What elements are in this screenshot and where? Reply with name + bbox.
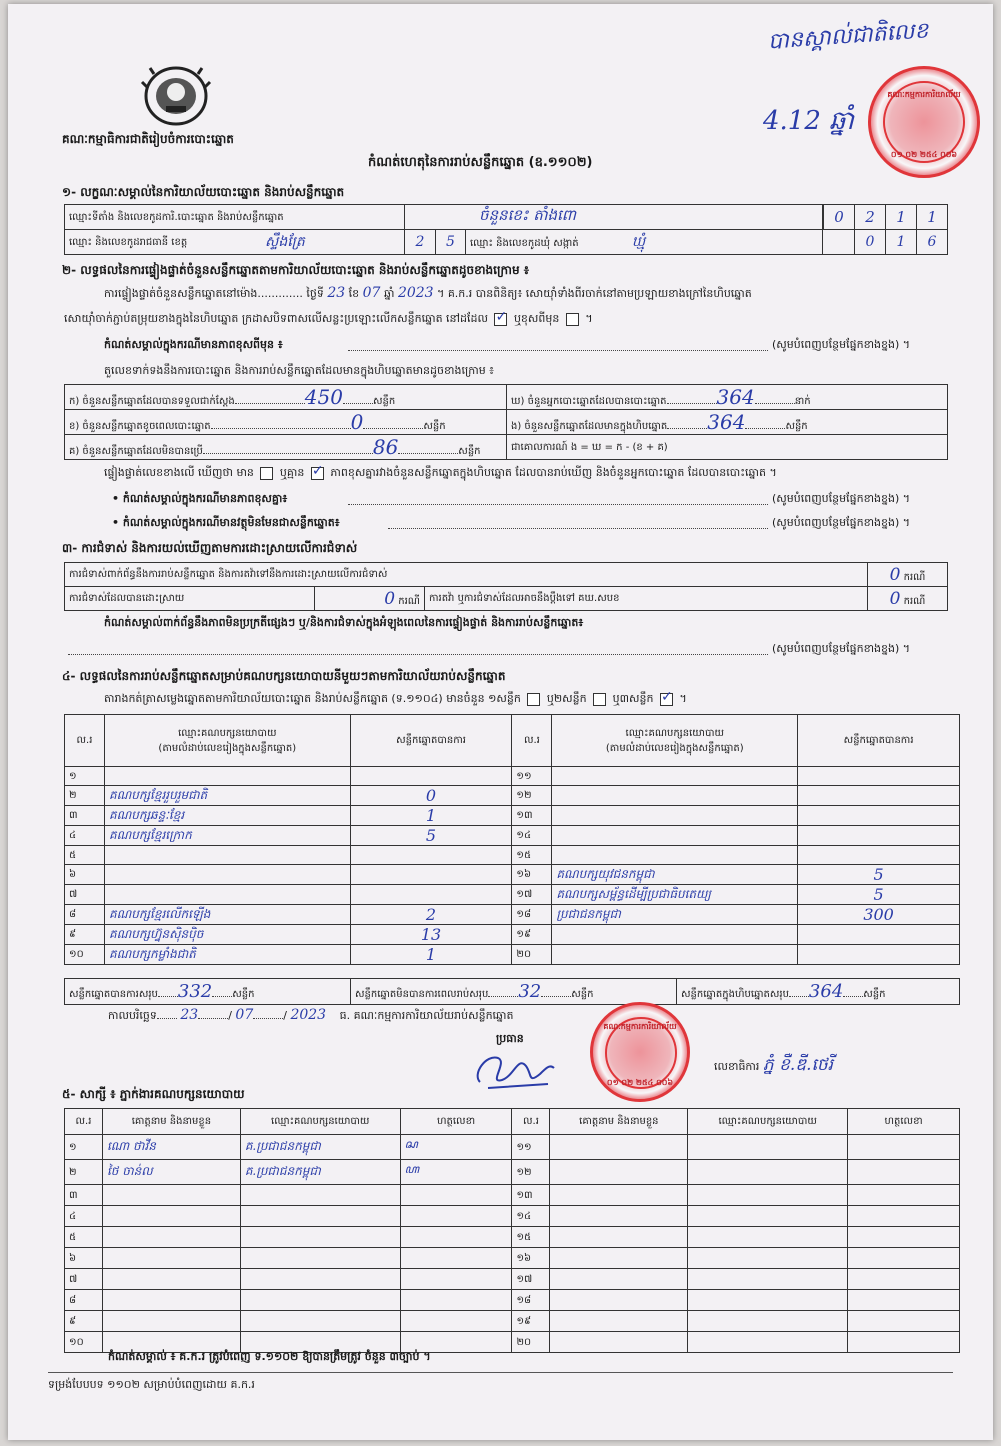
cell-no: ១៨ [512,1290,550,1311]
cell-party[interactable]: គណបក្សឆន្ទៈខ្មែរ [104,806,350,826]
cell-votes[interactable] [798,786,960,806]
cell-party[interactable] [240,1248,400,1269]
s4-subtext: តារាងកត់ត្រាសម្លេងឆ្នោតតាមការិយាល័យបោះឆ្នោត និងរាប់សន្លឹកឆ្នោត (ទ.១១០៤) មានចំនួន ១សន្លឹក ឬ២សន្លឹក ឬ៣សន្លឹក ✓ ។ [104,692,687,706]
cell-no: ១៧ [512,1269,550,1290]
cell-votes[interactable]: 5 [798,885,960,905]
cell-no: ១៦ [512,865,552,885]
cell-votes[interactable]: 13 [350,925,512,945]
s2-compare: ផ្ទៀងផ្ទាត់លេខខាងលើ ឃើញថា មាន ឬគ្មាន ✓ ភាពខុសគ្នារវាងចំនួនសន្លឹកឆ្នោតក្នុងហិបឆ្នោត ដែលបានរាប់ឃើញ និងចំនួនអ្នកបោះឆ្នោត ដែលបានបោះឆ្នោត ។ [104,466,777,480]
cell-name[interactable] [102,1227,240,1248]
s5-col-name-r: គោត្តនាម និងនាមខ្លួន [550,1109,688,1135]
cell-party[interactable] [688,1135,848,1160]
table-row [65,826,960,846]
s3-row2-value[interactable]: 0 ករណី [315,587,425,611]
cell-party[interactable] [552,925,798,945]
official-stamp-top: គណៈកម្មការការិយាល័យ ០១ ០២ ២៥៤ ០០៦ [868,66,980,178]
cell-no: ៨ [65,905,105,925]
s4-col-votes-r: សន្លឹកឆ្នោតបានការ [798,715,960,767]
figure-a: ក) ចំនួនសន្លឹកឆ្នោតដែលបានទទួលជាក់ស្តែង 450 សន្លឹក [65,385,507,410]
cell-party[interactable] [240,1290,400,1311]
cell-no: ១០ [65,945,105,965]
s2-intro: តួលេខទាក់ទងនឹងការបោះឆ្នោត និងការរាប់សន្លឹកឆ្នោតដែលមានក្នុងហិបឆ្នោតមានដូចខាងក្រោម ៖ [104,364,495,377]
s3-note: កំណត់សម្គាល់ពាក់ព័ន្ធនឹងភាពមិនប្រក្រតីផ្សេងៗ ឬ/និងការជំទាស់ក្នុងអំឡុងពេលនៃការផ្ទៀងផ្ទាត់ និងការរាប់សន្លឹកឆ្នោត៖ [104,616,584,629]
cell-no: ៥ [65,1227,103,1248]
cell-party[interactable]: គណបក្សសម្ព័ន្ធដើម្បីប្រជាធិបតេយ្យ [552,885,798,905]
cell-party[interactable] [688,1248,848,1269]
cell-no: ១២ [512,1160,550,1185]
cell-party[interactable] [240,1311,400,1332]
cell-no: ១៦ [512,1248,550,1269]
s2-bullet2-hint: (សូមបំពេញបន្ថែមផ្នែកខាងខ្នង) ។ [772,516,911,529]
cell-name[interactable] [550,1248,688,1269]
cell-sign[interactable] [848,1290,960,1311]
cell-no: ១២ [512,786,552,806]
table-row [65,1248,960,1269]
cell-name[interactable]: ថៃ ចាន់ល [102,1160,240,1185]
cell-party[interactable]: គ.ប្រជាជនកម្ពុជា [240,1160,400,1185]
sheet2-checkbox[interactable] [593,693,606,706]
cell-no: ៤ [65,1206,103,1227]
cell-no: ១៣ [512,1185,550,1206]
cell-name[interactable] [550,1332,688,1353]
cell-votes[interactable] [798,846,960,865]
cell-no: ៩ [65,925,105,945]
cell-votes[interactable] [798,925,960,945]
cell-party[interactable] [552,806,798,826]
cell-name[interactable] [102,1185,240,1206]
s2-bullet1: • កំណត់សម្គាល់ក្នុងករណីមានភាពខុសគ្នា៖ [112,492,288,505]
section5-heading: ៥- សាក្សី ៖ ភ្នាក់ងារគណបក្សនយោបាយ [62,1087,245,1101]
s5-col-party-r: ឈ្មោះគណបក្សនយោបាយ [688,1109,848,1135]
table-row [65,1269,960,1290]
cell-votes[interactable] [350,885,512,905]
cell-party[interactable] [552,786,798,806]
cell-party[interactable]: គណបក្សហ្វ៊ុនស៊ិនប៉ិច [104,925,350,945]
cell-no: ១ [65,767,105,786]
cell-votes[interactable]: 300 [798,905,960,925]
s2-check-line-a: ការផ្ទៀងផ្ទាត់ចំនួនសន្លឹកឆ្នោតនៅម៉ោង............. ថ្ងៃទី 23 ខែ 07 ឆ្នាំ 2023 ។ គ.ក.រ បានពិនិត្យ៖ សោយ៉ាំទាំងពីរចាក់នៅតាមប្រឡាយខាងក្រៅនៃហិបឆ្នោត [104,285,752,301]
s1-row2-label: ឈ្មោះ និងលេខកូដរាជធានី ខេត្ត ស្ទឹងត្រែ [65,230,405,255]
table-row [65,1135,960,1160]
cell-sign[interactable] [848,1185,960,1206]
s3-row1-value[interactable]: 0 ករណី [868,563,948,587]
cell-party[interactable] [688,1227,848,1248]
cell-name[interactable] [102,1269,240,1290]
cell-sign[interactable] [848,1227,960,1248]
cell-sign[interactable] [848,1206,960,1227]
cell-no: ១៤ [512,1206,550,1227]
handwritten-note-top: បានស្គាល់ជាតិលេខ [767,18,930,55]
section3-heading: ៣- ការជំទាស់ និងការយល់ឃើញតាមការដោះស្រាយលើការជំទាស់ [62,541,358,555]
s2-check-line-c: សោយ៉ាំចាក់ភ្ជាប់តម្រុយខាងក្នុងនៃហិបឆ្នោត ក្រដាសបិទពាសលើសន្លះប្រឡោះលើកសន្លឹកឆ្នោត នៅដដែល ✓ ឬខុសពីមុន ។ [64,312,593,326]
table-row [65,806,960,826]
cell-no: ១៥ [512,846,552,865]
s4-col-no-r: ល.រ [512,715,552,767]
president-label: ប្រធាន [496,1032,524,1045]
s5-col-sign-r: ហត្ថលេខា [848,1109,960,1135]
cell-party[interactable]: គណបក្សកម្លាំងជាតិ [104,945,350,965]
cell-party[interactable] [688,1290,848,1311]
cell-party[interactable] [688,1269,848,1290]
cell-no: ១១ [512,767,552,786]
cell-votes[interactable] [350,767,512,786]
cell-name[interactable] [550,1269,688,1290]
cell-name[interactable] [550,1311,688,1332]
s1-row1-label: ឈ្មោះទីតាំង និងលេខកូដការិ.បោះឆ្នោត និងរាប់សន្លឹកឆ្នោត [65,205,405,230]
s4-totals [64,978,960,1005]
cell-no: ៨ [65,1290,103,1311]
cell-party[interactable] [688,1332,848,1353]
cell-no: ៥ [65,846,105,865]
table-row [65,1185,960,1206]
s1-row2-code[interactable]: 2 5 [405,230,466,255]
cell-votes[interactable] [350,865,512,885]
cell-no: ១៧ [512,885,552,905]
s2-bullet2: • កំណត់សម្គាល់ក្នុងករណីមានវត្ថុមិនមែនជាសន្លឹកឆ្នោត៖ [112,516,340,529]
cell-sign[interactable] [400,1290,512,1311]
s3-row1-label: ការជំទាស់ពាក់ព័ន្ធនឹងការរាប់សន្លឹកឆ្នោត និងការតវ៉ាទៅនឹងការដោះស្រាយលើការជំទាស់ [65,563,868,587]
s4-col-no: ល.រ [65,715,105,767]
table-row [65,1227,960,1248]
cell-votes[interactable]: 2 [350,905,512,925]
s1-row2-commune: ឈ្មោះ និងលេខកូដឃុំ សង្កាត់ ឃ្មុំ [466,230,823,255]
section1-heading: ១- លក្ខណៈសម្គាល់នៃការិយាល័យបោះឆ្នោត និងរាប់សន្លឹកឆ្នោត [62,185,345,199]
cell-party[interactable]: គណបក្សយុវជនកម្ពុជា [552,865,798,885]
s1-row1-code[interactable]: 0 2 1 1 [823,205,948,230]
table-row [65,1290,960,1311]
table-row [65,885,960,905]
cell-votes[interactable]: 5 [350,826,512,846]
cell-name[interactable] [102,1248,240,1269]
cell-name[interactable] [550,1206,688,1227]
cell-party[interactable]: គណបក្សខ្មែរលើកឡើង [104,905,350,925]
section2-heading: ២- លទ្ធផលនៃការផ្ទៀងផ្ទាត់ចំនួនសន្លឹកឆ្នោតតាមការិយាល័យបោះឆ្នោត និងរាប់សន្លឹកឆ្នោតដូចខាងក្រោម ៖ [62,263,530,277]
cell-no: ៣ [65,1185,103,1206]
cell-sign[interactable] [400,1206,512,1227]
cell-votes[interactable] [798,767,960,786]
cell-party[interactable] [104,865,350,885]
s5-footnote: កំណត់សម្គាល់ ៖ គ.ក.រ ត្រូវបំពេញ ទ.១១០២ ឱ្យបានត្រឹមត្រូវ ចំនួន ៣ច្បាប់ ។ [108,1350,431,1363]
official-stamp-middle: គណៈកម្មការការិយាល័យ ០១ ០២ ២៥៤ ០០៦ [590,1002,690,1102]
cell-votes[interactable] [350,846,512,865]
cell-party[interactable] [104,846,350,865]
s5-col-party: ឈ្មោះគណបក្សនយោបាយ [240,1109,400,1135]
s2-bullet1-hint: (សូមបំពេញបន្ថែមផ្នែកខាងខ្នង) ។ [772,492,911,505]
table-row [65,786,960,806]
cell-no: ២០ [512,945,552,965]
figure-d: ឃ) ចំនួនអ្នកបោះឆ្នោតដែលបានបោះឆ្នោត 364 នាក់ [507,385,948,410]
org-name: គណៈកម្មាធិការជាតិរៀបចំការបោះឆ្នោត [62,132,234,146]
cell-no: ៦ [65,1248,103,1269]
secretary-line: លេខាធិការ ភ្នំ ខឺ.ឌី.ថេរី [714,1055,834,1075]
section1-table [64,204,948,255]
table-row [65,945,960,965]
cell-party[interactable] [552,826,798,846]
cell-party[interactable] [240,1185,400,1206]
cell-no: ១៣ [512,806,552,826]
cell-party[interactable] [240,1206,400,1227]
form-title: កំណត់ហេតុនៃការរាប់សន្លឹកឆ្នោត (ឧ.១១០២) [368,155,593,170]
cell-name[interactable] [550,1135,688,1160]
cell-sign[interactable] [400,1248,512,1269]
cell-no: ២ [65,1160,103,1185]
cell-no: ២ [65,786,105,806]
cell-sign[interactable] [848,1332,960,1353]
table-row [65,865,960,885]
cell-sign[interactable] [400,1185,512,1206]
cell-sign[interactable]: ꦲ [400,1160,512,1185]
s2-bullet1-line[interactable] [348,504,768,505]
s3-row2-label: ការជំទាស់ដែលបានដោះស្រាយ [65,587,315,611]
cell-no: ១ [65,1135,103,1160]
figure-e: ង) ចំនួនសន្លឹកឆ្នោតដែលមានក្នុងហិបឆ្នោត 364 សន្លឹក [507,410,948,435]
s5-col-no: ល.រ [65,1109,103,1135]
cell-party[interactable] [104,885,350,905]
s1-row2-code2[interactable]: 0 1 6 [823,230,948,255]
cell-votes[interactable] [798,826,960,846]
cell-party[interactable]: ប្រជាជនកម្ពុជា [552,905,798,925]
nec-emblem-icon [140,64,212,128]
s4-col-party: ឈ្មោះគណបក្សនយោបាយ (តាមលំដាប់លេខរៀងក្នុងសន្លឹកឆ្នោត) [104,715,350,767]
cell-name[interactable] [102,1206,240,1227]
cell-votes[interactable]: 0 [350,786,512,806]
cell-party[interactable] [688,1206,848,1227]
table-row [65,1311,960,1332]
s2-note-line[interactable] [348,350,768,351]
cell-votes[interactable] [798,945,960,965]
total-box: សន្លឹកឆ្នោតក្នុងហិបឆ្នោតសរុប 364 សន្លឹក [677,979,960,1005]
section4-table [64,714,960,965]
formula: ជាគោលការណ៍ ង = ឃ = ក - (ខ + គ) [507,435,948,460]
sheet3-checkbox[interactable] [660,693,673,706]
cell-no: ៧ [65,885,105,905]
no-difference-checkbox[interactable] [311,467,324,480]
cell-party[interactable] [240,1227,400,1248]
cell-sign[interactable] [848,1269,960,1290]
s2-note-hint: (សូមបំពេញបន្ថែមផ្នែកខាងខ្នង) ។ [772,338,911,351]
section4-heading: ៤- លទ្ធផលនៃការរាប់សន្លឹកឆ្នោតសម្រាប់គណបក្សនយោបាយនីមួយៗតាមការិយាល័យរាប់សន្លឹកឆ្នោត [62,669,506,683]
cell-party[interactable] [552,846,798,865]
table-row [65,925,960,945]
cell-no: ២០ [512,1332,550,1353]
has-difference-checkbox[interactable] [260,467,273,480]
cell-party[interactable] [688,1311,848,1332]
s5-col-no-r: ល.រ [512,1109,550,1135]
cell-name[interactable] [102,1311,240,1332]
cell-sign[interactable] [400,1227,512,1248]
s2-bullet2-line[interactable] [388,528,768,529]
s3-row2-label2: ការតវ៉ា ឬការជំទាស់ដែលអាចនឹងប្តឹងទៅ គឃ.សបខ [425,587,868,611]
cell-no: ១៥ [512,1227,550,1248]
s4-col-votes: សន្លឹកឆ្នោតបានការ [350,715,512,767]
cell-party[interactable]: គ.ប្រជាជនកម្ពុជា [240,1135,400,1160]
table-row [65,905,960,925]
cell-sign[interactable] [848,1311,960,1332]
cell-no: ៧ [65,1269,103,1290]
s5-col-sign: ហត្ថលេខា [400,1109,512,1135]
footer-divider [48,1372,953,1373]
cell-sign[interactable] [848,1248,960,1269]
total-invalid: សន្លឹកឆ្នោតមិនបានការពេលរាប់សរុប 32 សន្លឹក [351,979,677,1005]
cell-party[interactable] [552,945,798,965]
total-valid: សន្លឹកឆ្នោតបានការសរុប 332 សន្លឹក [65,979,351,1005]
s3-row2-value2[interactable]: 0 ករណី [868,587,948,611]
cell-votes[interactable] [798,806,960,826]
cell-sign[interactable] [848,1160,960,1185]
cell-no: ៦ [65,865,105,885]
table-row [65,767,960,786]
s4-col-party-r: ឈ្មោះគណបក្សនយោបាយ (តាមលំដាប់លេខរៀងក្នុងសន្លឹកឆ្នោត) [552,715,798,767]
table-row [65,846,960,865]
s2-figures-table [64,384,948,460]
handwritten-note-date: 4.12 ឆ្នាំ [763,106,854,136]
section5-table [64,1108,960,1353]
cell-votes[interactable]: 1 [350,945,512,965]
cell-no: ៤ [65,826,105,846]
cell-name[interactable] [550,1290,688,1311]
cell-name[interactable] [550,1227,688,1248]
cell-sign[interactable] [400,1269,512,1290]
cell-no: ១៩ [512,925,552,945]
changed-checkbox[interactable] [566,313,579,326]
cell-party[interactable]: គណបក្សខ្មែរក្រោក [104,826,350,846]
cell-name[interactable] [550,1160,688,1185]
cell-name[interactable]: ណោ ថាវីន [102,1135,240,1160]
cell-no: ១៤ [512,826,552,846]
s1-row1-value[interactable]: ចំនួនខេះ តាំងពោ [405,205,823,230]
cell-no: ១១ [512,1135,550,1160]
s5-col-name: គោត្តនាម និងនាមខ្លួន [102,1109,240,1135]
cell-no: ៩ [65,1311,103,1332]
cell-sign[interactable]: ꦱ [400,1135,512,1160]
cell-votes[interactable]: 1 [350,806,512,826]
cell-no: ១៩ [512,1311,550,1332]
document-page [8,4,993,1440]
cell-votes[interactable]: 5 [798,865,960,885]
cell-party[interactable]: គណបក្សខ្មែររួបរួមជាតិ [104,786,350,806]
intact-checkbox[interactable] [494,313,507,326]
figure-c: គ) ចំនួនសន្លឹកឆ្នោតដែលមិនបានប្រើ 86 សន្លឹក [65,435,507,460]
table-row [65,1160,960,1185]
cell-name[interactable] [102,1290,240,1311]
cell-no: ៣ [65,806,105,826]
cell-no: ១០ [65,1332,103,1353]
cell-no: ១៨ [512,905,552,925]
cell-name[interactable] [550,1185,688,1206]
president-signature [468,1044,558,1094]
sheet1-checkbox[interactable] [527,693,540,706]
s2-note-label: កំណត់សម្គាល់ក្នុងករណីមានភាពខុសពីមុន ៖ [104,338,283,351]
cell-sign[interactable] [400,1311,512,1332]
figure-b: ខ) ចំនួនសន្លឹកឆ្នោតខូចពេលបោះឆ្នោត 0 សន្លឹក [65,410,507,435]
footer-note: ទម្រង់បែបបទ ១១០២ សម្រាប់បំពេញដោយ គ.ក.រ [48,1378,255,1391]
cell-party[interactable] [240,1269,400,1290]
s3-note-hint: (សូមបំពេញបន្ថែមផ្នែកខាងខ្នង) ។ [772,642,911,655]
cell-party[interactable] [552,767,798,786]
table-row [65,1206,960,1227]
cell-sign[interactable] [848,1135,960,1160]
cell-party[interactable] [104,767,350,786]
s3-note-line[interactable] [68,654,768,655]
cell-party[interactable] [688,1185,848,1206]
cell-party[interactable] [688,1160,848,1185]
section3-table [64,562,948,611]
s4-date-line: កាលបរិច្ឆេទ 23 / 07 / 2023 ធ. គណៈកម្មការការិយាល័យរាប់សន្លឹកឆ្នោត [108,1007,514,1023]
